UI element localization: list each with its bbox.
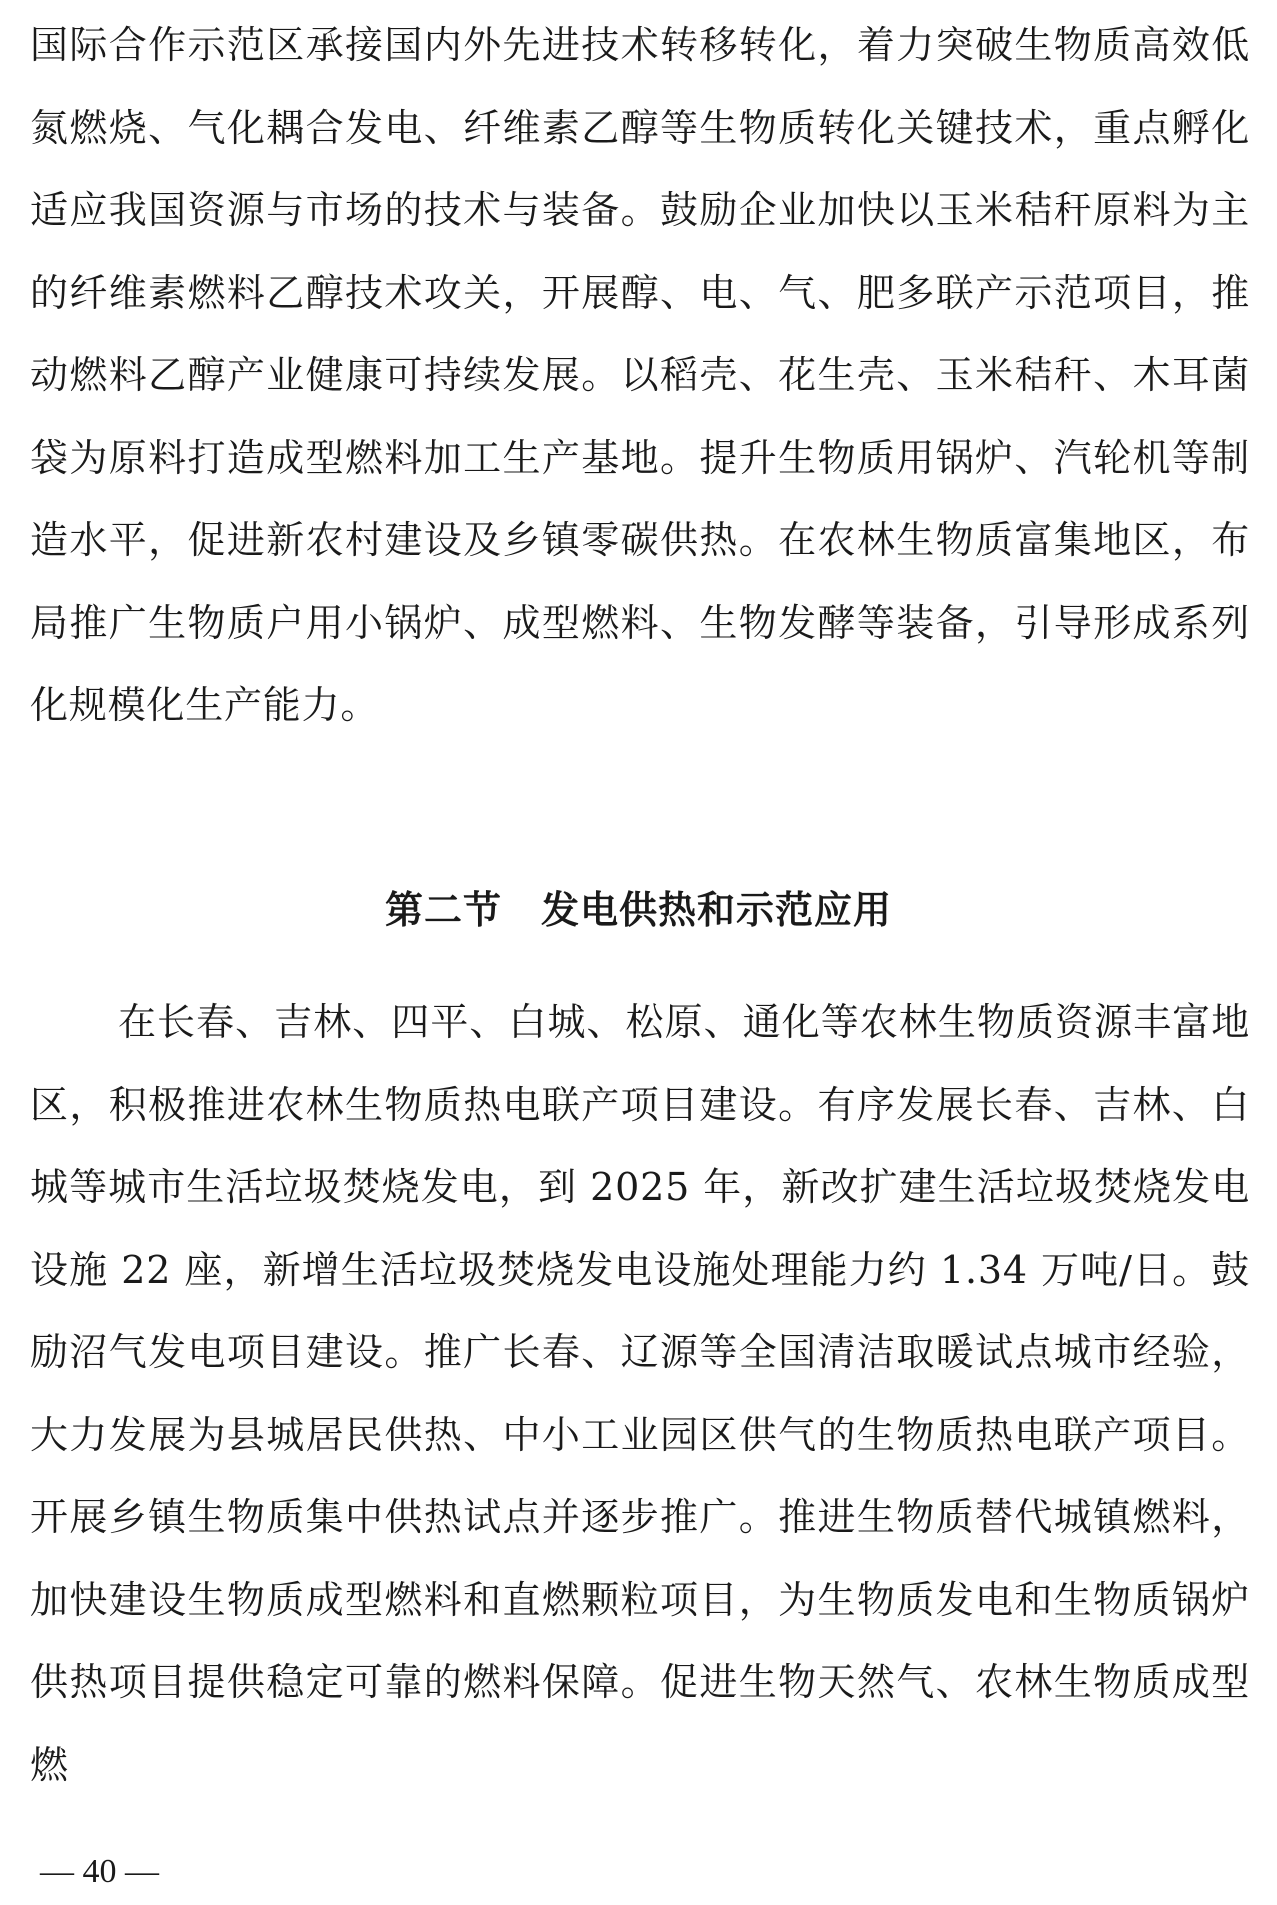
- body-paragraph-continued: 国际合作示范区承接国内外先进技术转移转化，着力突破生物质高效低氮燃烧、气化耦合发电、纤维素乙醇等生物质转化关键技术，重点孵化适应我国资源与市场的技术与装备。鼓励企业加快以玉米秸秆原料为主的纤维素燃料乙醇技术攻关，开展醇、电、气、肥多联产示范项目，推动燃料乙醇产业健康可持续发展。以稻壳、花生壳、玉米秸秆、木耳菌袋为原料打造成型燃料加工生产基地。提升生物质用锅炉、汽轮机等制造水平，促进新农村建设及乡镇零碳供热。在农林生物质富集地区，布局推广生物质户用小锅炉、成型燃料、生物发酵等装备，引导形成系列化规模化生产能力。: [30, 23, 1250, 727]
- section-heading: 第二节 发电供热和示范应用: [384, 888, 892, 932]
- page-number: — 40 —: [40, 1853, 159, 1890]
- body-paragraph: 在长春、吉林、四平、白城、松原、通化等农林生物质资源丰富地区，积极推进农林生物质热电联产项目建设。有序发展长春、吉林、白城等城市生活垃圾焚烧发电，到 2025 年，新改扩建生活垃圾焚烧发电设施 22 座，新增生活垃圾焚烧发电设施处理能力约 1.34 万吨/日。鼓励沼气发电项目建设。推广长春、辽源等全国清洁取暖试点城市经验，大力发展为县城居民供热、中小工业园区供气的生物质热电联产项目。开展乡镇生物质集中供热试点并逐步推广。推进生物质替代城镇燃料，加快建设生物质成型燃料和直燃颗粒项目，为生物质发电和生物质锅炉供热项目提供稳定可靠的燃料保障。促进生物天然气、农林生物质成型燃: [30, 1000, 1250, 1787]
